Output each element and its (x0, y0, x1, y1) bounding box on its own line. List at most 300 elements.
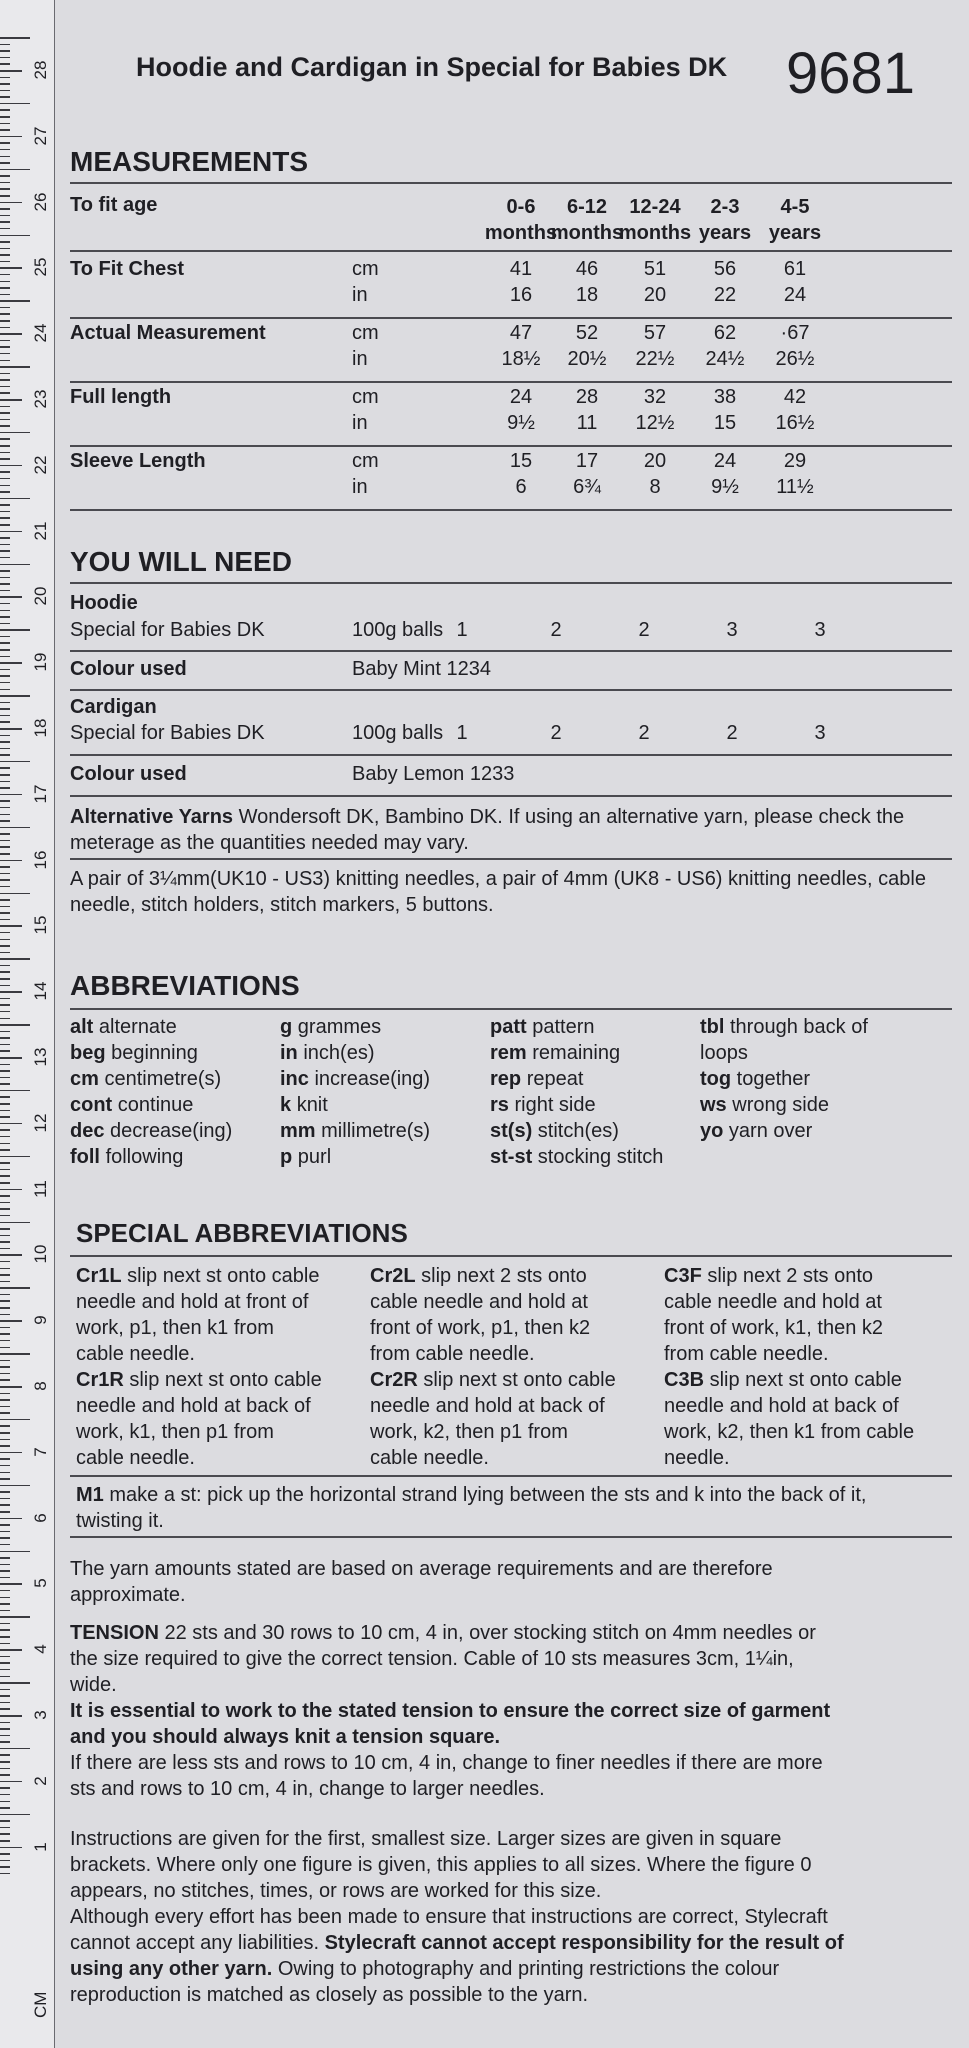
pattern-code: 9681 (786, 41, 916, 106)
abbr-entry (280, 1092, 430, 1118)
ruler-tick (0, 629, 30, 631)
value-cm: 61 (783, 258, 807, 280)
special-term: C3F (664, 1265, 702, 1287)
ruler-tick (0, 504, 10, 506)
age-label: To fit age (70, 194, 158, 216)
ruler-tick (0, 1511, 10, 1513)
ruler-tick (0, 774, 10, 776)
ruler-tick (0, 1366, 10, 1368)
abbr-meaning: repeat (526, 1068, 584, 1090)
special-text: needle and hold at back of (76, 1395, 311, 1417)
divider (70, 445, 952, 447)
abbr-entry (280, 1014, 430, 1040)
special-text: slip next st onto cable (123, 1369, 322, 1391)
ruler-tick (0, 794, 22, 796)
note-line: cannot accept any liabilities. (70, 1932, 325, 1954)
ruler-tick (0, 1518, 22, 1520)
ruler-tick (0, 1774, 10, 1776)
ruler-tick (0, 1504, 10, 1506)
ruler-tick (0, 1419, 30, 1421)
special-line (664, 1445, 914, 1471)
unit-cm: cm (352, 450, 379, 472)
ruler-tick (0, 1847, 22, 1849)
ruler-tick (0, 1228, 10, 1230)
abbr-entry (280, 1118, 430, 1144)
ruler-tick (0, 478, 10, 480)
value-in: 6¾ (573, 476, 601, 498)
abbr-term: cont (70, 1094, 113, 1116)
value-in: 6 (515, 476, 527, 498)
age-unit: years (698, 222, 752, 244)
ruler-number: 12 (31, 1113, 50, 1133)
special-line (76, 1263, 322, 1289)
abbr-term: tog (700, 1068, 732, 1090)
ruler-tick (0, 471, 10, 473)
value-in: 9½ (507, 412, 535, 434)
ruler-tick (0, 156, 10, 158)
special-line (664, 1263, 914, 1289)
ruler-tick (0, 1537, 10, 1539)
abbr-meaning: remaining (532, 1042, 621, 1064)
value-cm: 38 (713, 386, 737, 408)
value-in: 16½ (775, 412, 815, 434)
ruler-number: 28 (31, 60, 50, 80)
age-range: 12-24 (629, 196, 681, 218)
ruler-number: 10 (31, 1244, 50, 1264)
ruler-tick (0, 1636, 10, 1638)
value-cm: 57 (643, 322, 667, 344)
ruler-number: 25 (31, 257, 50, 277)
balls-unit: 100g balls (352, 619, 444, 641)
unit-cm: cm (352, 386, 379, 408)
ruler-tick (0, 893, 30, 895)
special-column (370, 1263, 616, 1471)
note-line: the size required to give the correct tension. Cable of 10 sts measures 3cm, 1¼in, (70, 1648, 794, 1670)
ruler-tick (0, 1524, 10, 1526)
ruler-tick (0, 235, 30, 237)
ruler-tick (0, 294, 10, 296)
ruler-tick (0, 846, 10, 848)
ruler-tick (0, 656, 10, 658)
unit-cm: cm (352, 258, 379, 280)
ruler-tick (0, 1643, 10, 1645)
value-cm: 24 (509, 386, 533, 408)
special-text: work, k1, then p1 from (76, 1421, 274, 1443)
abbr-term: rep (490, 1068, 522, 1090)
ruler-tick (0, 912, 10, 914)
measurement-row (70, 386, 950, 442)
ruler-number: 1 (31, 1841, 50, 1852)
ruler-tick (0, 300, 30, 302)
title-text: Hoodie and Cardigan in Special for Babies DK (136, 52, 728, 82)
ball-quantity: 2 (550, 722, 562, 744)
value-in: 24 (783, 284, 807, 306)
special-line (370, 1315, 616, 1341)
note-line: using any other yarn. (70, 1958, 273, 1980)
ruler-tick (0, 50, 10, 52)
ruler-tick (0, 1011, 10, 1013)
hoodie-colour: Baby Mint 1234 (352, 658, 491, 680)
ruler-unit: CM (31, 1991, 50, 2018)
measurement-label: Sleeve Length (70, 450, 206, 472)
special-line (664, 1341, 914, 1367)
ruler-tick (0, 1189, 22, 1191)
ruler-tick (0, 971, 10, 973)
ruler-tick (0, 346, 10, 348)
abbr-term: g (280, 1016, 293, 1038)
tension-note (70, 1620, 950, 1802)
special-text: work, k2, then k1 from cable (664, 1421, 915, 1443)
ruler-tick (0, 392, 10, 394)
abbr-meaning: wrong side (732, 1094, 829, 1116)
ruler-tick (0, 767, 10, 769)
special-line (76, 1419, 322, 1445)
abbr-entry (490, 1066, 663, 1092)
ruler-tick (0, 142, 10, 144)
age-row (70, 194, 950, 246)
value-cm: 29 (783, 450, 807, 472)
ruler-number: 8 (31, 1381, 50, 1391)
abbr-meaning: knit (296, 1094, 328, 1116)
value-cm: 32 (643, 386, 667, 408)
divider (70, 754, 952, 756)
age-unit: months (550, 222, 624, 244)
abbr-entry (700, 1092, 868, 1118)
ruler-tick (0, 1570, 10, 1572)
abbr-meaning: stitch(es) (537, 1120, 619, 1142)
ruler-tick (0, 603, 10, 605)
ruler-tick (0, 445, 10, 447)
ruler-tick (0, 162, 10, 164)
divider (70, 689, 952, 691)
value-in: 24½ (705, 348, 745, 370)
ruler-tick (0, 1136, 10, 1138)
measurement-label: Full length (70, 386, 172, 408)
ruler-tick (0, 965, 10, 967)
ruler-tick (0, 228, 10, 230)
ruler-tick (0, 899, 10, 901)
ruler-number: 15 (31, 915, 50, 935)
value-in: 18½ (501, 348, 541, 370)
abbr-entry (490, 1144, 663, 1170)
ruler-number: 23 (31, 389, 50, 409)
ruler-tick (0, 340, 10, 342)
ruler-tick (0, 261, 10, 263)
abbr-meaning: increase(ing) (314, 1068, 431, 1090)
ruler-tick (0, 1268, 10, 1270)
note-line: brackets. Where only one figure is given, this applies to all sizes. Where the figure 0 (70, 1854, 812, 1876)
special-line (370, 1367, 616, 1393)
ruler-tick (0, 1649, 22, 1651)
ruler-tick (0, 1656, 10, 1658)
ruler-tick (0, 1037, 10, 1039)
ruler-tick (0, 524, 10, 526)
value-cm: 17 (575, 450, 599, 472)
abbr-column (700, 1014, 868, 1144)
ruler-number: 3 (31, 1710, 50, 1720)
value-in: 22½ (635, 348, 675, 370)
ruler-tick (0, 985, 10, 987)
ruler-tick (0, 1754, 10, 1756)
special-text: needle and hold at back of (664, 1395, 899, 1417)
special-text: slip next st onto cable (121, 1265, 320, 1287)
special-text: slip next 2 sts onto (701, 1265, 873, 1287)
ruler-tick (0, 741, 10, 743)
ruler-tick (0, 517, 10, 519)
ball-quantity: 1 (456, 619, 468, 641)
special-line (664, 1393, 914, 1419)
ruler-tick (0, 866, 10, 868)
abbr-entry (70, 1066, 232, 1092)
ruler-tick (0, 807, 10, 809)
m1-label: M1 (76, 1484, 104, 1506)
unit-in: in (352, 348, 368, 370)
unit-cm: cm (352, 322, 379, 344)
value-cm: 51 (643, 258, 667, 280)
ruler-tick (0, 320, 10, 322)
ruler-tick (0, 1050, 10, 1052)
ruler-tick (0, 1472, 10, 1474)
ruler-number: 27 (31, 126, 50, 146)
ruler-number: 11 (31, 1179, 50, 1198)
ruler-tick (0, 1399, 10, 1401)
special-line (370, 1341, 616, 1367)
ruler-tick (0, 182, 10, 184)
ruler-tick (0, 386, 10, 388)
abbr-entry (700, 1066, 868, 1092)
ruler-tick (0, 1143, 10, 1145)
special-text: cable needle. (76, 1447, 195, 1469)
ruler-tick (0, 1004, 10, 1006)
ruler-number: 7 (31, 1447, 50, 1457)
value-cm: 41 (509, 258, 533, 280)
special-text: front of work, p1, then k2 (370, 1317, 591, 1339)
ruler-tick (0, 333, 22, 335)
age-unit: years (768, 222, 822, 244)
measurement-row (70, 258, 950, 314)
ruler-tick (0, 1024, 30, 1026)
ruler-tick (0, 590, 10, 592)
ruler-tick (0, 800, 10, 802)
divider (70, 1536, 952, 1538)
ruler-tick (0, 689, 10, 691)
value-cm: 28 (575, 386, 599, 408)
ruler-tick (0, 1340, 10, 1342)
value-cm: 42 (783, 386, 807, 408)
measurement-label: To Fit Chest (70, 258, 185, 280)
ruler-tick (0, 215, 10, 217)
ruler-tick (0, 1412, 10, 1414)
ruler-tick (0, 1294, 10, 1296)
ruler-tick (0, 1623, 10, 1625)
abbr-meaning: purl (297, 1146, 332, 1168)
ruler-tick (0, 1287, 30, 1289)
note-line: sts and rows to 10 cm, 4 in, change to larger needles. (70, 1778, 545, 1800)
ruler-tick (0, 1629, 10, 1631)
value-in: 11½ (776, 476, 814, 498)
abbr-term: yo (700, 1120, 724, 1142)
note-line: wide. (70, 1674, 117, 1696)
ruler-tick (0, 1833, 10, 1835)
special-line (370, 1289, 616, 1315)
ruler-tick (0, 1175, 10, 1177)
ruler-number: 17 (31, 784, 50, 804)
ruler-tick (0, 63, 10, 65)
ruler-tick (0, 1557, 10, 1559)
special-line (664, 1419, 914, 1445)
balls-unit: 100g balls (352, 722, 444, 744)
ruler-number: 16 (31, 850, 50, 870)
special-line (370, 1393, 616, 1419)
special-text: cable needle and hold at (664, 1291, 882, 1313)
ruler-tick (0, 1360, 10, 1362)
ruler-tick (0, 1031, 10, 1033)
abbr-meaning: inch(es) (303, 1042, 375, 1064)
ruler-tick (0, 1682, 30, 1684)
special-column (664, 1263, 914, 1471)
ruler-tick (0, 254, 10, 256)
abbr-meaning: pattern (532, 1016, 595, 1038)
ball-quantity: 2 (638, 722, 650, 744)
m1-text (76, 1482, 956, 1534)
divider (70, 795, 952, 797)
alternative-yarns (70, 804, 950, 856)
ruler-tick (0, 1300, 10, 1302)
ruler-tick (0, 1669, 10, 1671)
abbr-term: cm (70, 1068, 99, 1090)
colour-label: Colour used (70, 763, 187, 785)
abbr-column (70, 1014, 232, 1170)
abbr-entry (280, 1040, 430, 1066)
value-in: 8 (649, 476, 661, 498)
abbr-meaning: right side (514, 1094, 596, 1116)
ruler-tick (0, 221, 10, 223)
abbr-entry (280, 1144, 430, 1170)
ruler-tick (0, 188, 10, 190)
ruler-tick (0, 1129, 10, 1131)
ruler-tick (0, 1281, 10, 1283)
value-in: 15 (713, 412, 737, 434)
ruler-tick (0, 465, 22, 467)
ruler-tick (0, 1498, 10, 1500)
special-abbreviations-heading: SPECIAL ABBREVIATIONS (76, 1218, 408, 1248)
ruler-tick (0, 860, 22, 862)
ruler-tick (0, 1393, 10, 1395)
unit-in: in (352, 284, 368, 306)
note-line: appears, no stitches, times, or rows are worked for this size. (70, 1880, 602, 1902)
ball-quantity: 2 (726, 722, 738, 744)
ruler-tick (0, 1695, 10, 1697)
pattern-page (54, 0, 969, 2048)
ruler-tick (0, 96, 10, 98)
ruler-tick (0, 879, 10, 881)
yarn-note (70, 1556, 950, 1608)
value-cm: 52 (575, 322, 599, 344)
ruler-tick (0, 748, 10, 750)
ruler-number: 26 (31, 192, 50, 212)
ruler-tick (0, 425, 10, 427)
ball-quantity: 2 (550, 619, 562, 641)
ruler-tick (0, 70, 22, 72)
ruler-tick (0, 925, 22, 927)
value-in: 12½ (635, 412, 675, 434)
ruler-tick (0, 906, 10, 908)
ruler-tick (0, 1162, 10, 1164)
ruler-tick (0, 583, 10, 585)
ruler-tick (0, 149, 10, 151)
note-line: If there are less sts and rows to 10 cm, 4 in, change to finer needles if there are more (70, 1752, 823, 1774)
ruler-tick (0, 544, 10, 546)
abbr-column (280, 1014, 430, 1170)
ruler-number: 5 (31, 1578, 50, 1589)
special-text: needle. (664, 1447, 730, 1469)
special-text: slip next st onto cable (417, 1369, 616, 1391)
abbr-meaning: stocking stitch (537, 1146, 664, 1168)
ruler-tick (0, 1327, 10, 1329)
ruler-tick (0, 1735, 10, 1737)
ruler-tick (0, 735, 10, 737)
abbr-term: k (280, 1094, 292, 1116)
divider (70, 650, 952, 652)
ruler-tick (0, 366, 30, 368)
age-header (745, 194, 845, 246)
ruler-tick (0, 83, 10, 85)
ruler-tick (0, 1439, 10, 1441)
ruler-tick (0, 1452, 22, 1454)
abbr-entry (700, 1014, 868, 1040)
ruler-tick (0, 1103, 10, 1105)
special-line (664, 1289, 914, 1315)
ruler-tick (0, 37, 30, 39)
value-cm: 56 (713, 258, 737, 280)
ruler-tick (0, 1583, 22, 1585)
age-range: 2-3 (710, 196, 740, 218)
ruler-tick (0, 1840, 10, 1842)
ruler-tick (0, 978, 10, 980)
ruler-tick (0, 1748, 30, 1750)
ruler-tick (0, 1314, 10, 1316)
ruler-tick (0, 248, 10, 250)
cm-ruler (0, 0, 55, 2048)
abbr-term: rs (490, 1094, 509, 1116)
ruler-tick (0, 1445, 10, 1447)
ruler-tick (0, 570, 10, 572)
ruler-tick (0, 202, 22, 204)
abbr-entry (70, 1040, 232, 1066)
ruler-tick (0, 1116, 10, 1118)
abbr-entry (70, 1144, 232, 1170)
note-line: It is essential to work to the stated tension to ensure the correct size of garment (70, 1700, 831, 1722)
instructions-note (70, 1826, 950, 2008)
ruler-tick (0, 833, 10, 835)
ruler-tick (0, 958, 30, 960)
special-text: from cable needle. (370, 1343, 535, 1365)
ruler-tick (0, 636, 10, 638)
divider (70, 317, 952, 319)
special-column (76, 1263, 322, 1471)
ruler-tick (0, 1715, 22, 1717)
divider (70, 858, 952, 860)
alt-text: Wondersoft DK, Bambino DK. If using an alternative yarn, please check the meterage as the quantities needed may vary. (70, 806, 905, 854)
ruler-tick (0, 77, 10, 79)
ruler-tick (0, 1708, 10, 1710)
ruler-tick (0, 195, 10, 197)
ruler-tick (0, 1465, 10, 1467)
ruler-tick (0, 991, 22, 993)
special-text: cable needle. (370, 1447, 489, 1469)
special-term: C3B (664, 1369, 705, 1391)
ruler-tick (0, 1156, 30, 1158)
